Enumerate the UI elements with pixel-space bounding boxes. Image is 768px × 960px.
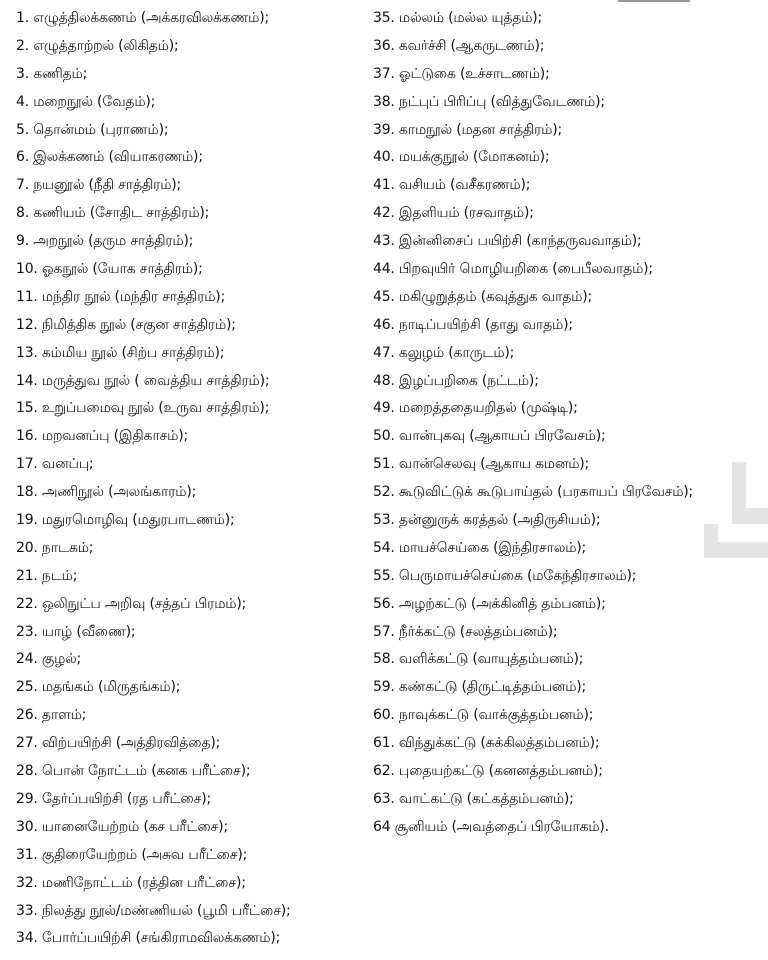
list-item: 57. நீர்க்கட்டு (சலத்தம்பனம்); — [373, 623, 558, 640]
list-item: 46. நாடிப்பயிற்சி (தாது வாதம்); — [373, 316, 573, 333]
list-item: 63. வாட்கட்டு (கட்கத்தம்பனம்); — [373, 790, 574, 807]
list-item: 44. பிறவுயிர் மொழியறிகை (பைபீலவாதம்); — [373, 261, 653, 278]
list-item: 35. மல்லம் (மல்ல யுத்தம்); — [373, 10, 543, 26]
list-item: 6. இலக்கணம் (வியாகரணம்); — [16, 149, 203, 166]
list-item: 9. அறநூல் (தரும சாத்திரம்); — [16, 233, 194, 250]
list-item: 45. மகிழுறுத்தம் (கவுத்துக வாதம்); — [373, 288, 593, 305]
list-item: 50. வான்புகவு (ஆகாயப் பிரவேசம்); — [373, 428, 606, 445]
list-item: 25. மதங்கம் (மிருதங்கம்); — [16, 679, 181, 696]
list-item: 43. இன்னிசைப் பயிற்சி (காந்தருவவாதம்); — [373, 233, 642, 250]
list-item: 13. கம்மிய நூல் (சிற்ப சாத்திரம்); — [16, 344, 225, 361]
list-item: 39. காமநூல் (மதன சாத்திரம்); — [373, 121, 563, 138]
list-item: 22. ஒலிநுட்ப அறிவு (சத்தப் பிரமம்); — [16, 595, 247, 612]
list-item: 29. தேர்ப்பயிற்சி (ரத பரீட்சை); — [16, 790, 212, 807]
list-item: 34. போர்ப்பயிற்சி (சங்கிராமவிலக்கணம்); — [16, 930, 281, 947]
list-item: 55. பெருமாயச்செய்கை (மகேந்திரசாலம்); — [373, 567, 637, 584]
list-item: 11. மந்திர நூல் (மந்திர சாத்திரம்); — [16, 288, 226, 305]
list-item: 15. உறுப்பமைவு நூல் (உருவ சாத்திரம்); — [16, 400, 270, 417]
list-item: 41. வசியம் (வசீகரணம்); — [373, 177, 531, 194]
list-item: 33. நிலத்து நூல்/மண்ணியல் (பூமி பரீட்சை); — [16, 902, 291, 919]
list-item: 3. கணிதம்; — [16, 65, 88, 82]
right-column-list — [373, 5, 758, 842]
list-item: 53. தன்னுருக் கரத்தல் (அதிருசியம்); — [373, 512, 601, 529]
list-item: 19. மதுரமொழிவு (மதுரபாடணம்); — [16, 512, 235, 529]
list-item: 47. கலுழம் (காருடம்); — [373, 344, 515, 361]
list-item: 31. குதிரையேற்றம் (அசுவ பரீட்சை); — [16, 846, 248, 863]
list-item: 60. நாவுக்கட்டு (வாக்குத்தம்பனம்); — [373, 707, 594, 724]
list-item: 27. விற்பயிற்சி (அத்திரவித்தை); — [16, 735, 221, 752]
list-item: 52. கூடுவிட்டுக் கூடுபாய்தல் (பரகாயப் பிரவேசம்); — [373, 484, 694, 501]
list-item: 7. நயனூல் (நீதி சாத்திரம்); — [16, 177, 182, 194]
list-item: 26. தாளம்; — [16, 707, 87, 724]
list-item: 17. வனப்பு; — [16, 456, 94, 473]
list-item: 56. அழற்கட்டு (அக்கினித் தம்பனம்); — [373, 595, 606, 612]
list-item: 42. இதளியம் (ரசவாதம்); — [373, 205, 534, 222]
list-item: 64 சூனியம் (அவத்தைப் பிரயோகம்). — [373, 818, 609, 835]
left-column-list — [16, 5, 368, 953]
list-item: 5. தொன்மம் (புராணம்); — [16, 121, 169, 138]
list-item: 2. எழுத்தாற்றல் (லிகிதம்); — [16, 37, 179, 54]
list-item: 10. ஓகநூல் (யோக சாத்திரம்); — [16, 261, 203, 278]
list-item: 51. வான்செலவு (ஆகாய கமனம்); — [373, 456, 590, 473]
list-item: 28. பொன் நோட்டம் (கனக பரீட்சை); — [16, 763, 251, 780]
watermark-logo-icon — [704, 462, 768, 558]
list-item: 38. நட்புப் பிரிப்பு (வித்துவேடணம்); — [373, 93, 605, 110]
list-item: 18. அணிநூல் (அலங்காரம்); — [16, 484, 197, 501]
list-item: 30. யானையேற்றம் (கச பரீட்சை); — [16, 818, 228, 835]
list-item: 8. கணியம் (சோதிட சாத்திரம்); — [16, 205, 210, 222]
list-item: 1. எழுத்திலக்கணம் (அக்கரவிலக்கணம்); — [16, 10, 270, 26]
list-item: 40. மயக்குநூல் (மோகனம்); — [373, 149, 550, 166]
list-item: 36. கவர்ச்சி (ஆகருடணம்); — [373, 37, 545, 54]
list-item: 4. மறைநூல் (வேதம்); — [16, 93, 156, 110]
list-item: 16. மறவனப்பு (இதிகாசம்); — [16, 428, 188, 445]
top-edge-mark — [618, 0, 690, 2]
list-item: 32. மணிநோட்டம் (ரத்தின பரீட்சை); — [16, 874, 246, 891]
list-item: 14. மருத்துவ நூல் ( வைத்திய சாத்திரம்); — [16, 372, 270, 389]
list-item: 23. யாழ் (வீணை); — [16, 623, 136, 640]
watermark-stroke-lower — [704, 524, 768, 558]
list-item: 49. மறைத்ததையறிதல் (முஷ்டி); — [373, 400, 578, 417]
list-item: 12. நிமித்திக நூல் (சகுன சாத்திரம்); — [16, 316, 236, 333]
list-item: 20. நாடகம்; — [16, 539, 94, 556]
list-item: 61. விந்துக்கட்டு (சுக்கிலத்தம்பனம்); — [373, 735, 600, 752]
list-item: 58. வளிக்கட்டு (வாயுத்தம்பனம்); — [373, 651, 584, 668]
list-item: 59. கண்கட்டு (திருட்டித்தம்பனம்); — [373, 679, 587, 696]
list-item: 37. ஓட்டுகை (உச்சாடணம்); — [373, 65, 550, 82]
list-item: 21. நடம்; — [16, 567, 78, 584]
list-item: 48. இழப்பறிகை (நட்டம்); — [373, 372, 539, 389]
list-item: 54. மாயச்செய்கை (இந்திரசாலம்); — [373, 539, 587, 556]
watermark-stroke-upper — [732, 462, 768, 524]
list-item: 24. குழல்; — [16, 651, 82, 668]
list-item: 62. புதையற்கட்டு (கனனத்தம்பனம்); — [373, 763, 603, 780]
